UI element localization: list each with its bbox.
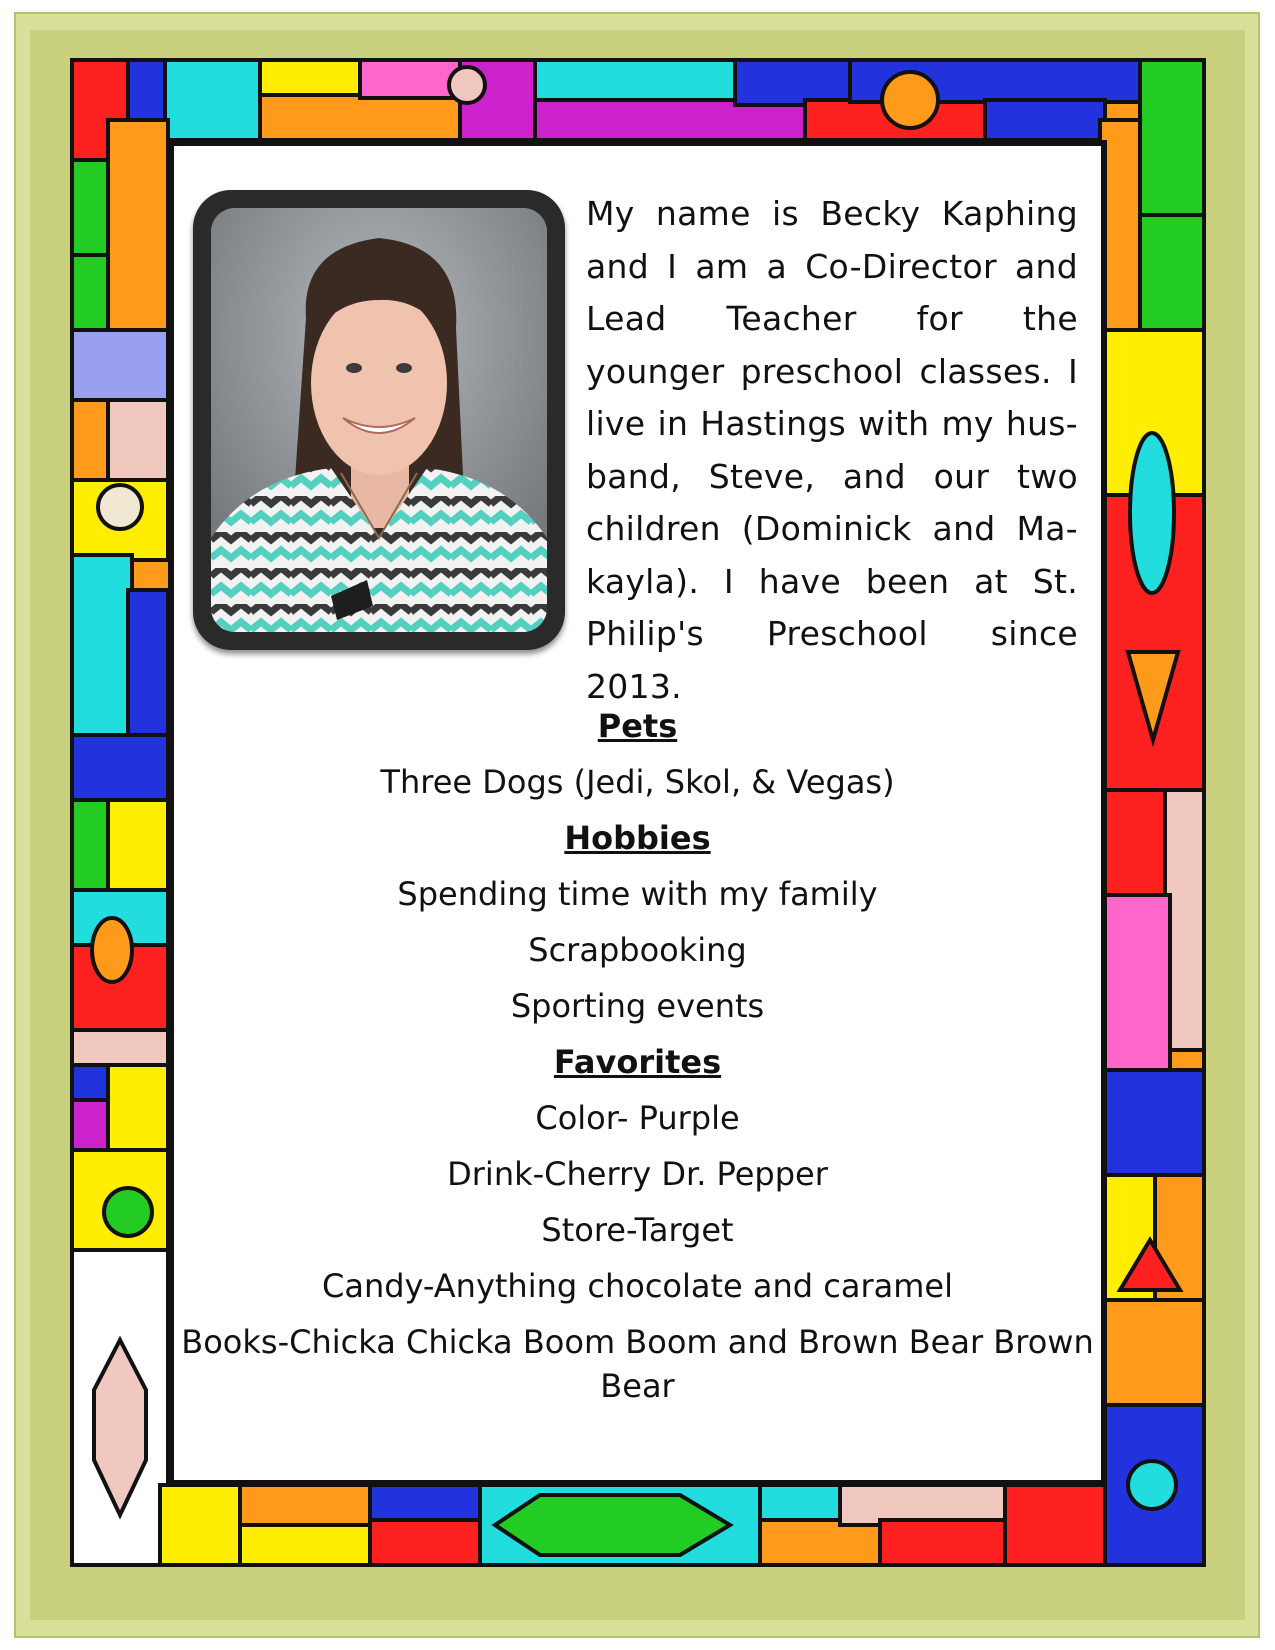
favorite-item: Color- Purple [535,1099,740,1137]
photo-frame [193,190,565,650]
teacher-photo [211,208,547,632]
pets-item: Three Dogs (Jedi, Skol, & Vegas) [380,763,895,801]
favorite-item: Drink-Cherry Dr. Pepper [447,1155,828,1193]
hobby-item: Scrapbooking [528,931,747,969]
favorite-item: Candy-Anything chocolate and caramel [322,1267,953,1305]
favorite-item: Store-Target [541,1211,734,1249]
favorite-item: Books-Chicka Chicka Boom Boom and Brown Bear Brown Bear [181,1323,1094,1405]
intro-paragraph: My name is Becky Kaphing and I am a Co-Director and Lead Teacher for the younger preschool classes. I live in Hastings with my hus-band, Steve, and our two children (Dominick and Ma-kayla). I have been at St. Philip's Preschool since 2013. [586,194,1078,706]
hobby-item: Sporting events [510,987,765,1025]
hobby-item: Spending time with my family [397,875,878,913]
hobbies-heading: Hobbies [564,819,711,857]
favorites-heading: Favorites [553,1043,722,1081]
portrait-illustration [211,208,547,632]
pets-heading: Pets [597,707,678,745]
profile-details [175,698,1100,1408]
